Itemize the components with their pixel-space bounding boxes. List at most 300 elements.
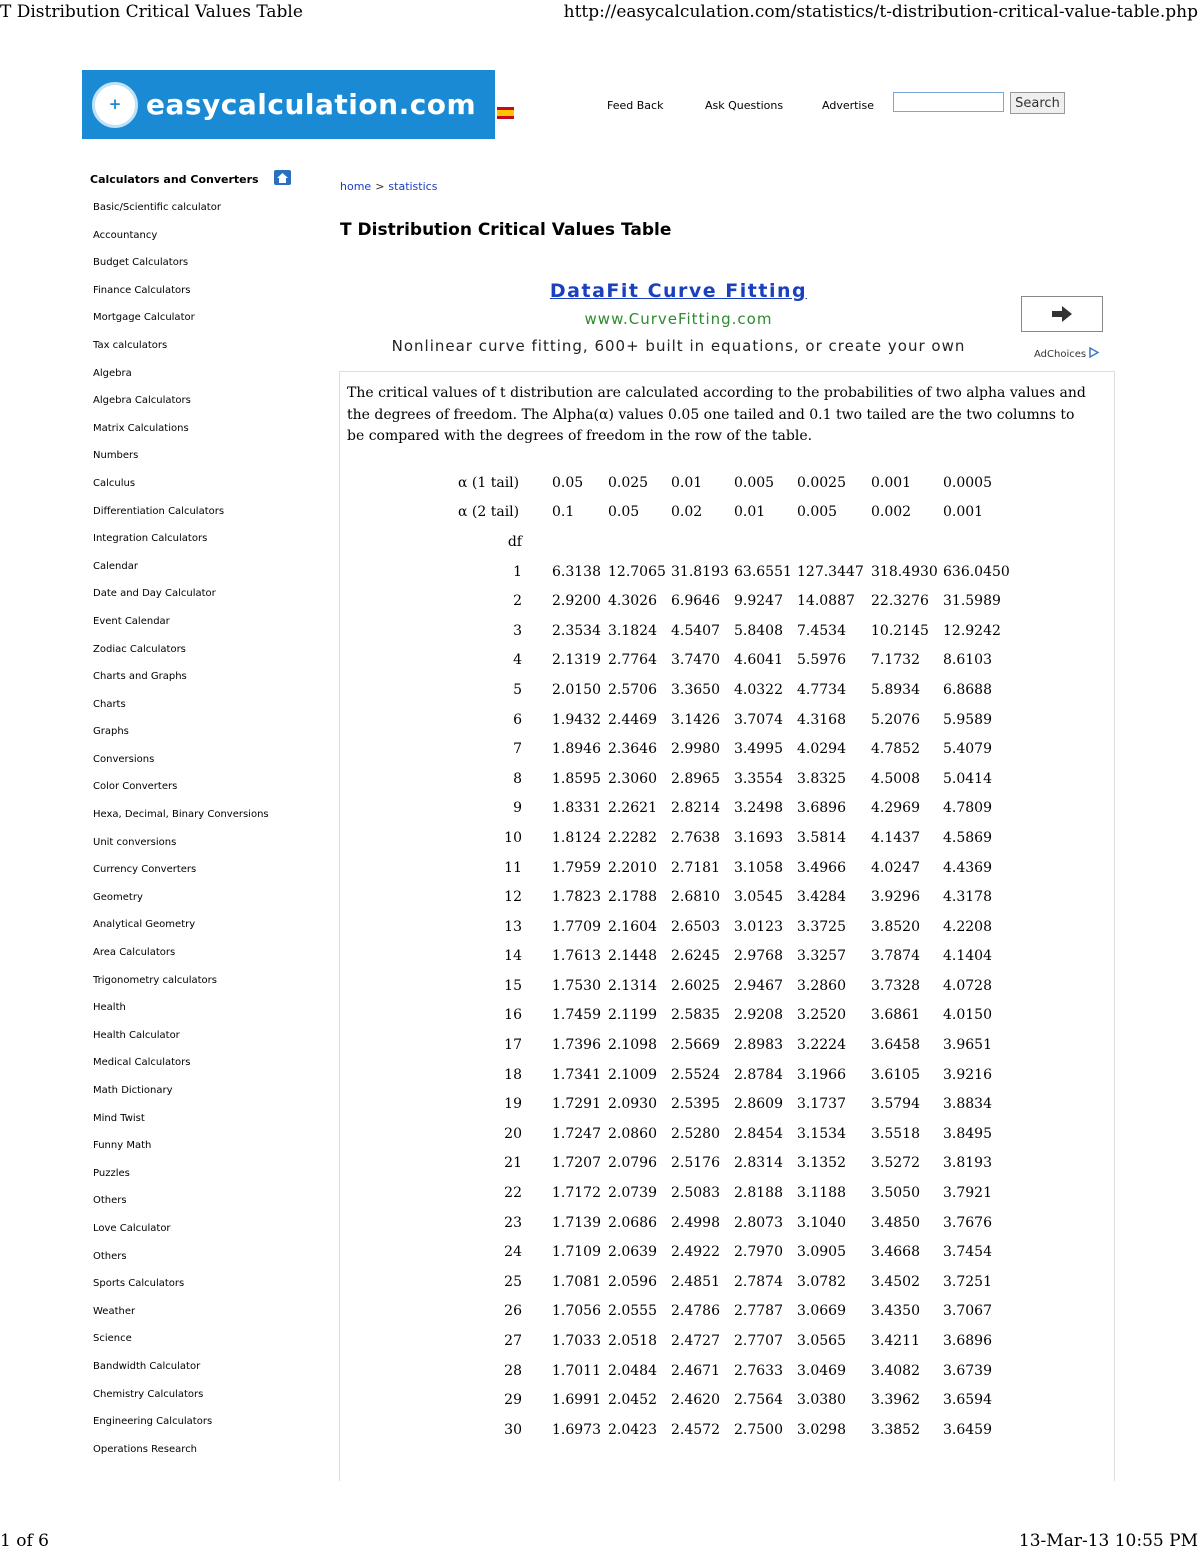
critical-value: 2.1098 [608, 1037, 657, 1054]
critical-value: 2.4786 [671, 1303, 720, 1320]
critical-value: 3.6458 [871, 1037, 920, 1054]
critical-value: 3.4850 [871, 1214, 920, 1231]
critical-value: 2.0930 [608, 1096, 657, 1113]
table-row [458, 1149, 1017, 1179]
table-row [458, 1385, 1017, 1415]
sidebar-item[interactable]: Charts and Graphs [93, 671, 187, 683]
critical-value: 1.6991 [552, 1392, 601, 1409]
critical-value: 31.8193 [671, 563, 729, 580]
critical-value: 2.0796 [608, 1155, 657, 1172]
sidebar-item[interactable]: Event Calendar [93, 615, 170, 627]
critical-value: 2.1788 [608, 889, 657, 906]
critical-value: 2.8214 [671, 800, 720, 817]
table-row [458, 942, 1017, 972]
critical-value: 2.4727 [671, 1333, 720, 1350]
alpha-two-tail-value: 0.005 [797, 504, 838, 521]
sidebar-item[interactable]: Mind Twist [93, 1112, 145, 1124]
table-row [458, 557, 1017, 587]
df-value: 23 [504, 1214, 522, 1231]
critical-value: 4.1437 [871, 829, 920, 846]
sidebar-item[interactable]: Charts [93, 698, 126, 710]
sidebar-item[interactable]: Numbers [93, 450, 139, 462]
sidebar-item[interactable]: Health Calculator [93, 1029, 180, 1041]
critical-value: 2.1448 [608, 948, 657, 965]
critical-value: 31.5989 [943, 593, 1001, 610]
critical-value: 3.0380 [797, 1392, 846, 1409]
table-row [458, 912, 1017, 942]
critical-value: 3.7067 [943, 1303, 992, 1320]
critical-value: 2.9200 [552, 593, 601, 610]
critical-value: 1.9432 [552, 711, 601, 728]
right-arrow-icon [1052, 306, 1072, 322]
sidebar-item[interactable]: Calendar [93, 560, 138, 572]
logo-text: easycalculation.com [146, 88, 477, 121]
sidebar-item[interactable]: Others [93, 1250, 127, 1262]
critical-value: 2.5524 [671, 1066, 720, 1083]
critical-value: 2.0639 [608, 1244, 657, 1261]
critical-value: 3.5794 [871, 1096, 920, 1113]
df-value: 28 [504, 1362, 522, 1379]
sidebar-item[interactable]: Tax calculators [93, 339, 168, 351]
table-row [458, 1356, 1017, 1386]
critical-value: 1.7172 [552, 1185, 601, 1202]
sidebar-item[interactable]: Currency Converters [93, 864, 197, 876]
df-column-header: df [507, 533, 522, 550]
critical-value: 5.2076 [871, 711, 920, 728]
critical-value: 4.0294 [797, 741, 846, 758]
critical-value: 3.3257 [797, 948, 846, 965]
sidebar-item[interactable]: Conversions [93, 753, 155, 765]
critical-value: 1.8331 [552, 800, 601, 817]
critical-value: 3.8495 [943, 1125, 992, 1142]
critical-value: 1.7823 [552, 889, 601, 906]
critical-value: 2.4671 [671, 1362, 720, 1379]
critical-value: 4.0247 [871, 859, 920, 876]
critical-value: 3.1966 [797, 1066, 846, 1083]
sidebar-item[interactable]: Basic/Scientific calculator [93, 202, 221, 213]
sidebar-item[interactable]: Geometry [93, 891, 143, 903]
critical-value: 3.5050 [871, 1185, 920, 1202]
spanish-flag-icon[interactable] [497, 107, 514, 119]
critical-value: 3.4502 [871, 1273, 920, 1290]
sidebar-item[interactable]: Math Dictionary [93, 1085, 173, 1096]
sidebar-item[interactable]: Calculus [93, 477, 136, 489]
critical-value: 2.0452 [608, 1392, 657, 1409]
table-row [458, 764, 1017, 794]
critical-value: 1.7056 [552, 1303, 601, 1320]
sidebar-item[interactable]: Chemistry Calculators [93, 1388, 204, 1400]
df-value: 17 [504, 1037, 522, 1054]
empty-cell [552, 527, 608, 557]
critical-value: 3.4966 [797, 859, 846, 876]
critical-value: 3.2520 [797, 1007, 846, 1024]
alpha-two-tail-label: α (2 tail) [458, 504, 520, 521]
df-value: 21 [504, 1155, 522, 1172]
critical-value: 2.5669 [671, 1037, 720, 1054]
df-value: 13 [504, 918, 522, 935]
empty-cell [871, 527, 943, 557]
intro-paragraph: The critical values of t distribution are calculated according to the probabilities of two alpha values and the degrees of freedom. The Alpha(α) values 0.05 one tailed and 0.1 two tailed are the two columns to be compared with the degrees of freedom in the row of the table. [347, 385, 1086, 444]
critical-value: 3.3554 [734, 770, 783, 787]
home-icon[interactable] [274, 170, 291, 185]
critical-value: 3.0565 [797, 1333, 846, 1350]
alpha-one-tail-row [458, 468, 1017, 498]
search-button[interactable]: Search [1010, 92, 1065, 114]
critical-value: 3.8834 [943, 1096, 992, 1113]
df-value: 22 [504, 1185, 522, 1202]
critical-value: 2.5706 [608, 681, 657, 698]
critical-value: 3.5814 [797, 829, 846, 846]
table-row [458, 675, 1017, 705]
critical-value: 2.1199 [608, 1007, 657, 1024]
table-row [458, 1060, 1017, 1090]
critical-value: 318.4930 [871, 563, 938, 580]
critical-value: 4.5008 [871, 770, 920, 787]
critical-value: 3.6896 [943, 1333, 992, 1350]
df-value: 18 [504, 1066, 522, 1083]
critical-value: 2.8983 [734, 1037, 783, 1054]
critical-value: 3.6739 [943, 1362, 992, 1379]
critical-value: 3.8520 [871, 918, 920, 935]
critical-value: 1.7291 [552, 1096, 601, 1113]
critical-value: 22.3276 [871, 593, 929, 610]
critical-value: 4.7734 [797, 681, 846, 698]
df-value: 5 [513, 681, 522, 698]
alpha-one-tail-value: 0.05 [552, 474, 584, 491]
sidebar-item[interactable]: Puzzles [93, 1167, 130, 1179]
df-value: 15 [504, 977, 522, 994]
empty-cell [797, 527, 871, 557]
critical-value: 6.3138 [552, 563, 601, 580]
critical-value: 3.7454 [943, 1244, 992, 1261]
critical-value: 2.0596 [608, 1273, 657, 1290]
critical-value: 636.0450 [943, 563, 1010, 580]
critical-value: 3.3650 [671, 681, 720, 698]
critical-value: 2.8073 [734, 1214, 783, 1231]
critical-value: 2.4998 [671, 1214, 720, 1231]
critical-value: 2.7787 [734, 1303, 783, 1320]
critical-value: 4.3178 [943, 889, 992, 906]
critical-value: 2.5835 [671, 1007, 720, 1024]
adchoices-link[interactable] [1034, 347, 1099, 360]
nav-ask-questions-link[interactable]: Ask Questions [705, 99, 784, 112]
critical-value: 2.3060 [608, 770, 657, 787]
critical-value: 3.7874 [871, 948, 920, 965]
critical-value: 2.5280 [671, 1125, 720, 1142]
critical-value: 3.1040 [797, 1214, 846, 1231]
sidebar-item[interactable]: Bandwidth Calculator [93, 1360, 201, 1372]
df-value: 30 [504, 1421, 522, 1438]
critical-value: 2.6810 [671, 889, 720, 906]
critical-value: 4.7809 [943, 800, 992, 817]
sidebar-item[interactable]: Sports Calculators [93, 1278, 185, 1290]
table-row [458, 646, 1017, 676]
critical-value: 1.7139 [552, 1214, 601, 1231]
critical-value: 2.5083 [671, 1185, 720, 1202]
df-value: 14 [504, 948, 522, 965]
ad-arrow-button[interactable] [1021, 296, 1103, 332]
sidebar-item[interactable]: Health [93, 1002, 126, 1014]
critical-value: 12.7065 [608, 563, 666, 580]
critical-value: 2.1319 [552, 652, 601, 669]
table-row [458, 1030, 1017, 1060]
alpha-one-tail-value: 0.025 [608, 474, 649, 491]
sidebar-item[interactable]: Zodiac Calculators [93, 643, 186, 655]
table-row [458, 1208, 1017, 1238]
critical-value: 1.7709 [552, 918, 601, 935]
sidebar-item[interactable]: Differentiation Calculators [93, 505, 225, 517]
critical-value: 7.1732 [871, 652, 920, 669]
table-row [458, 1089, 1017, 1119]
critical-value: 2.7638 [671, 829, 720, 846]
sidebar-item[interactable]: Weather [93, 1305, 136, 1317]
alpha-two-tail-value: 0.002 [871, 504, 912, 521]
critical-value: 3.7676 [943, 1214, 992, 1231]
sidebar-item[interactable]: Matrix Calculations [93, 422, 189, 434]
critical-value: 2.9467 [734, 977, 783, 994]
critical-value: 3.5272 [871, 1155, 920, 1172]
table-row [458, 1178, 1017, 1208]
critical-value: 1.7081 [552, 1273, 601, 1290]
sidebar-item[interactable]: Hexa, Decimal, Binary Conversions [93, 809, 269, 821]
critical-value: 6.8688 [943, 681, 992, 698]
breadcrumb-home-link[interactable]: home [340, 180, 372, 193]
sidebar-item[interactable]: Budget Calculators [93, 257, 189, 269]
critical-value: 3.6896 [797, 800, 846, 817]
print-header-url: http://easycalculation.com/statistics/t-distribution-critical-value-table.php [563, 2, 1198, 22]
critical-value: 2.7707 [734, 1333, 783, 1350]
critical-value: 2.5176 [671, 1155, 720, 1172]
sidebar-item[interactable]: Others [93, 1195, 127, 1207]
critical-value: 127.3447 [797, 563, 864, 580]
nav-feedback-link[interactable]: Feed Back [607, 99, 664, 112]
search-input[interactable] [893, 92, 1004, 112]
critical-value: 5.8934 [871, 681, 920, 698]
df-value: 27 [504, 1333, 522, 1350]
critical-value: 4.3168 [797, 711, 846, 728]
sidebar-item[interactable]: Mortgage Calculator [93, 312, 195, 324]
critical-value: 1.7207 [552, 1155, 601, 1172]
critical-value: 4.6041 [734, 652, 783, 669]
empty-cell [734, 527, 797, 557]
ad-title-link[interactable]: DataFit Curve Fitting [549, 280, 808, 302]
df-value: 29 [504, 1392, 522, 1409]
critical-value: 4.4369 [943, 859, 992, 876]
sidebar-item[interactable]: Operations Research [93, 1443, 198, 1455]
sidebar-item[interactable]: Unit conversions [93, 836, 177, 848]
table-row [458, 586, 1017, 616]
table-row [458, 1297, 1017, 1327]
critical-value: 4.1404 [943, 948, 992, 965]
critical-value: 1.8124 [552, 829, 601, 846]
table-row [458, 1415, 1017, 1445]
critical-value: 3.6594 [943, 1392, 992, 1409]
site-logo[interactable] [82, 70, 495, 139]
critical-value: 8.6103 [943, 652, 992, 669]
sidebar-item[interactable]: Color Converters [93, 781, 178, 793]
alpha-two-tail-value: 0.02 [671, 504, 703, 521]
critical-value: 1.7959 [552, 859, 601, 876]
critical-value: 4.3026 [608, 593, 657, 610]
sidebar-item[interactable]: Medical Calculators [93, 1057, 191, 1069]
df-value: 8 [513, 770, 522, 787]
critical-value: 12.9242 [943, 622, 1001, 639]
critical-value: 3.1426 [671, 711, 720, 728]
critical-value: 3.3852 [871, 1421, 920, 1438]
critical-value: 5.8408 [734, 622, 783, 639]
critical-value: 5.0414 [943, 770, 992, 787]
sidebar-item[interactable]: Integration Calculators [93, 533, 208, 545]
critical-value: 2.8454 [734, 1125, 783, 1142]
critical-value: 2.0150 [552, 681, 601, 698]
critical-value: 3.8193 [943, 1155, 992, 1172]
critical-value: 2.7181 [671, 859, 720, 876]
critical-value: 3.0123 [734, 918, 783, 935]
print-footer-page-number: 1 of 6 [0, 1531, 49, 1551]
ad-description: Nonlinear curve fitting, 600+ built in equations, or create your own [391, 337, 966, 355]
table-row [458, 734, 1017, 764]
df-value: 24 [504, 1244, 522, 1261]
adchoices-label: AdChoices [1034, 349, 1087, 360]
ad-url-link[interactable]: www.CurveFitting.com [584, 310, 773, 328]
critical-value: 4.0322 [734, 681, 783, 698]
critical-value: 2.0860 [608, 1125, 657, 1142]
critical-value: 2.0423 [608, 1421, 657, 1438]
alpha-one-tail-value: 0.001 [871, 474, 912, 491]
house-glyph [277, 173, 288, 183]
sidebar-item[interactable]: Analytical Geometry [93, 919, 196, 931]
critical-value: 2.2010 [608, 859, 657, 876]
alpha-one-tail-value: 0.005 [734, 474, 775, 491]
sidebar-item[interactable]: Engineering Calculators [93, 1416, 213, 1428]
sidebar-item[interactable]: Algebra [93, 367, 132, 379]
critical-value: 2.9768 [734, 948, 783, 965]
critical-value: 3.1534 [797, 1125, 846, 1142]
critical-value: 3.2224 [797, 1037, 846, 1054]
alpha-two-tail-value: 0.1 [552, 504, 575, 521]
sidebar-item[interactable]: Science [93, 1333, 132, 1345]
critical-value: 3.7921 [943, 1185, 992, 1202]
table-row [458, 1326, 1017, 1356]
critical-value: 2.1009 [608, 1066, 657, 1083]
print-footer-datetime: 13-Mar-13 10:55 PM [1018, 1531, 1198, 1551]
critical-value: 2.4620 [671, 1392, 720, 1409]
df-value: 7 [513, 741, 522, 758]
sidebar-item[interactable]: Algebra Calculators [93, 395, 191, 407]
critical-value: 4.2969 [871, 800, 920, 817]
critical-value: 1.7396 [552, 1037, 601, 1054]
sidebar-nav-list [93, 201, 269, 1470]
critical-value: 3.4082 [871, 1362, 920, 1379]
critical-value: 5.9589 [943, 711, 992, 728]
critical-value: 2.2621 [608, 800, 657, 817]
breadcrumb-statistics-link[interactable]: statistics [388, 180, 438, 193]
sidebar-item[interactable]: Date and Day Calculator [93, 588, 216, 600]
critical-value: 3.0669 [797, 1303, 846, 1320]
critical-value: 3.0782 [797, 1273, 846, 1290]
critical-value: 2.7564 [734, 1392, 783, 1409]
critical-value: 2.4851 [671, 1273, 720, 1290]
table-row [458, 1119, 1017, 1149]
critical-value: 1.7459 [552, 1007, 601, 1024]
critical-value: 3.4668 [871, 1244, 920, 1261]
critical-value: 2.4572 [671, 1421, 720, 1438]
alpha-two-tail-value: 0.05 [608, 504, 640, 521]
table-row [458, 705, 1017, 735]
sidebar-item[interactable]: Area Calculators [93, 947, 176, 959]
critical-value: 10.2145 [871, 622, 929, 639]
critical-value: 2.9208 [734, 1007, 783, 1024]
sidebar-item[interactable]: Funny Math [93, 1140, 152, 1152]
critical-value: 3.2498 [734, 800, 783, 817]
alpha-one-tail-label: α (1 tail) [458, 474, 520, 491]
critical-value: 2.8965 [671, 770, 720, 787]
t-distribution-table [458, 468, 1017, 1445]
df-value: 19 [504, 1096, 522, 1113]
sidebar-item[interactable]: Graphs [93, 726, 129, 738]
df-value: 16 [504, 1007, 522, 1024]
critical-value: 3.1737 [797, 1096, 846, 1113]
critical-value: 2.8314 [734, 1155, 783, 1172]
sidebar-heading: Calculators and Converters [90, 173, 259, 186]
critical-value: 1.8946 [552, 741, 601, 758]
print-header-title: T Distribution Critical Values Table [0, 2, 303, 22]
critical-value: 1.7247 [552, 1125, 601, 1142]
sidebar-item[interactable]: Accountancy [93, 229, 158, 241]
df-header-row [458, 527, 1017, 557]
critical-value: 3.4350 [871, 1303, 920, 1320]
critical-value: 3.9651 [943, 1037, 992, 1054]
adchoices-icon [1089, 347, 1099, 358]
critical-value: 2.4469 [608, 711, 657, 728]
alpha-two-tail-row [458, 498, 1017, 528]
critical-value: 4.5407 [671, 622, 720, 639]
critical-value: 7.4534 [797, 622, 846, 639]
sidebar-item[interactable]: Trigonometry calculators [93, 974, 217, 986]
df-value: 11 [504, 859, 522, 876]
empty-cell [943, 527, 1017, 557]
sidebar-item[interactable]: Finance Calculators [93, 284, 191, 296]
critical-value: 3.1058 [734, 859, 783, 876]
critical-value: 14.0887 [797, 593, 855, 610]
critical-value: 3.6861 [871, 1007, 920, 1024]
critical-value: 1.8595 [552, 770, 601, 787]
df-value: 20 [504, 1125, 522, 1142]
critical-value: 4.0728 [943, 977, 992, 994]
critical-value: 2.0739 [608, 1185, 657, 1202]
critical-value: 2.6245 [671, 948, 720, 965]
table-row [458, 1001, 1017, 1031]
critical-value: 4.7852 [871, 741, 920, 758]
table-row [458, 794, 1017, 824]
critical-value: 4.0150 [943, 1007, 992, 1024]
df-value: 6 [513, 711, 522, 728]
df-value: 2 [513, 593, 522, 610]
table-row [458, 616, 1017, 646]
critical-value: 3.1824 [608, 622, 657, 639]
critical-value: 3.1693 [734, 829, 783, 846]
nav-advertise-link[interactable]: Advertise [822, 99, 874, 112]
sidebar-item[interactable]: Love Calculator [93, 1222, 171, 1234]
df-value: 4 [513, 652, 522, 669]
critical-value: 2.8784 [734, 1066, 783, 1083]
breadcrumb-separator: > [375, 180, 385, 193]
critical-value: 2.8609 [734, 1096, 783, 1113]
df-value: 9 [513, 800, 522, 817]
critical-value: 3.0905 [797, 1244, 846, 1261]
critical-value: 1.6973 [552, 1421, 601, 1438]
critical-value: 2.7874 [734, 1273, 783, 1290]
